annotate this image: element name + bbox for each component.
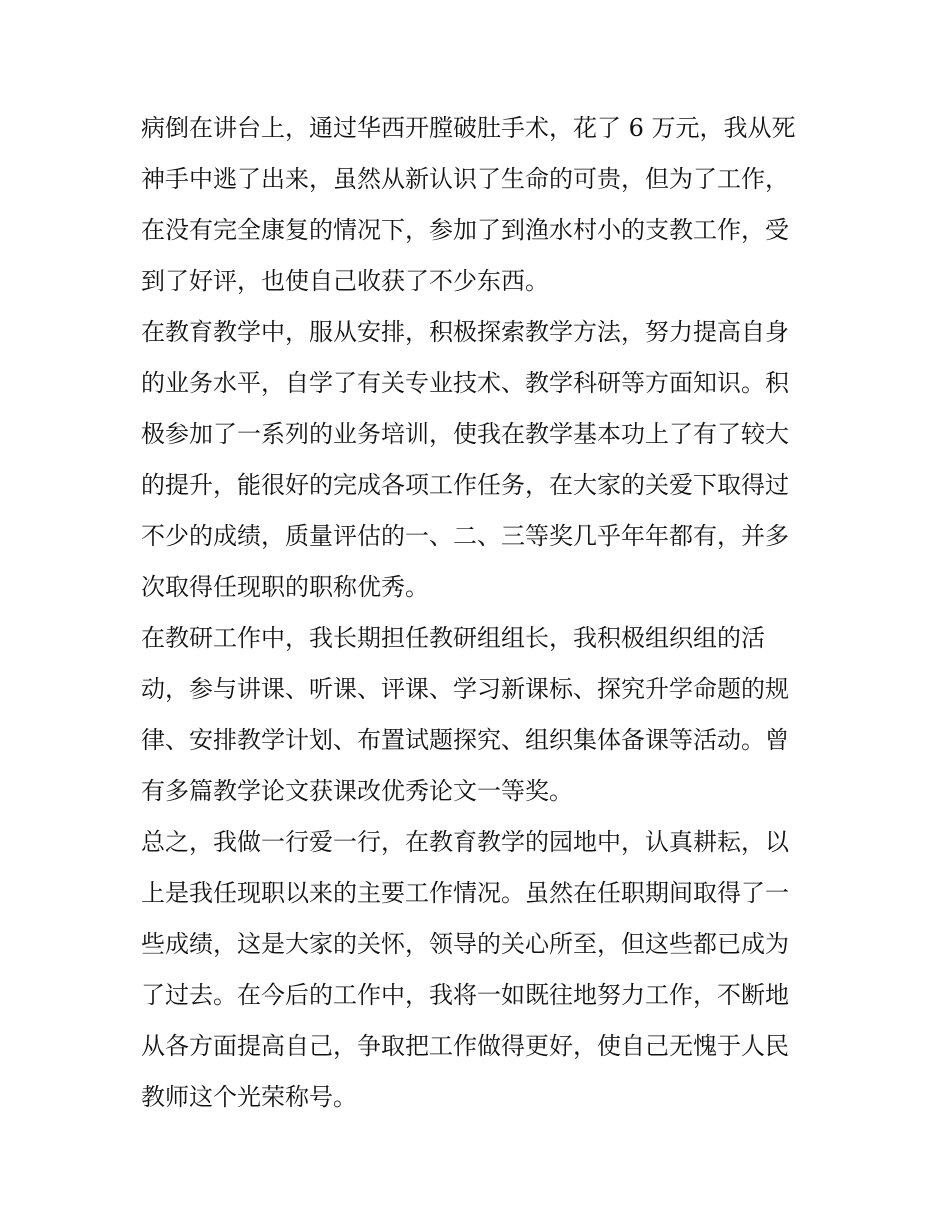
text-line: 律、安排教学计划、布置试题探究、组织集体备课等活动。曾 xyxy=(141,726,789,754)
text-line: 教师这个光荣称号。 xyxy=(141,1083,357,1111)
text-line: 总之，我做一行爱一行，在教育教学的园地中，认真耕耘，以 xyxy=(141,828,789,856)
text-line: 动，参与讲课、听课、评课、学习新课标、探究升学命题的规 xyxy=(141,675,789,703)
text-line: 在教研工作中，我长期担任教研组组长，我积极组织组的活 xyxy=(141,624,765,652)
text-line: 不少的成绩，质量评估的一、二、三等奖几乎年年都有，并多 xyxy=(141,522,789,550)
text-line: 神手中逃了出来，虽然从新认识了生命的可贵，但为了工作， xyxy=(141,165,789,193)
text-line: 有多篇教学论文获课改优秀论文一等奖。 xyxy=(141,777,573,805)
text-line: 次取得任现职的职称优秀。 xyxy=(141,573,429,601)
text-line: 病倒在讲台上，通过华西开膛破肚手术，花了 6 万元，我从死 xyxy=(141,114,796,142)
text-line: 在教育教学中，服从安排，积极探索教学方法，努力提高自身 xyxy=(141,318,789,346)
text-line: 在没有完全康复的情况下，参加了到渔水村小的支教工作，受 xyxy=(141,216,789,244)
text-line: 了过去。在今后的工作中，我将一如既往地努力工作，不断地 xyxy=(141,981,789,1009)
text-line: 从各方面提高自己，争取把工作做得更好，使自己无愧于人民 xyxy=(141,1032,789,1060)
text-line: 的提升，能很好的完成各项工作任务，在大家的关爱下取得过 xyxy=(141,471,789,499)
text-line: 些成绩，这是大家的关怀，领导的关心所至，但这些都已成为 xyxy=(141,930,789,958)
text-line: 到了好评，也使自己收获了不少东西。 xyxy=(141,267,549,295)
text-line: 的业务水平，自学了有关专业技术、教学科研等方面知识。积 xyxy=(141,369,789,397)
text-line: 极参加了一系列的业务培训，使我在教学基本功上了有了较大 xyxy=(141,420,789,448)
text-line: 上是我任现职以来的主要工作情况。虽然在任职期间取得了一 xyxy=(141,879,789,907)
